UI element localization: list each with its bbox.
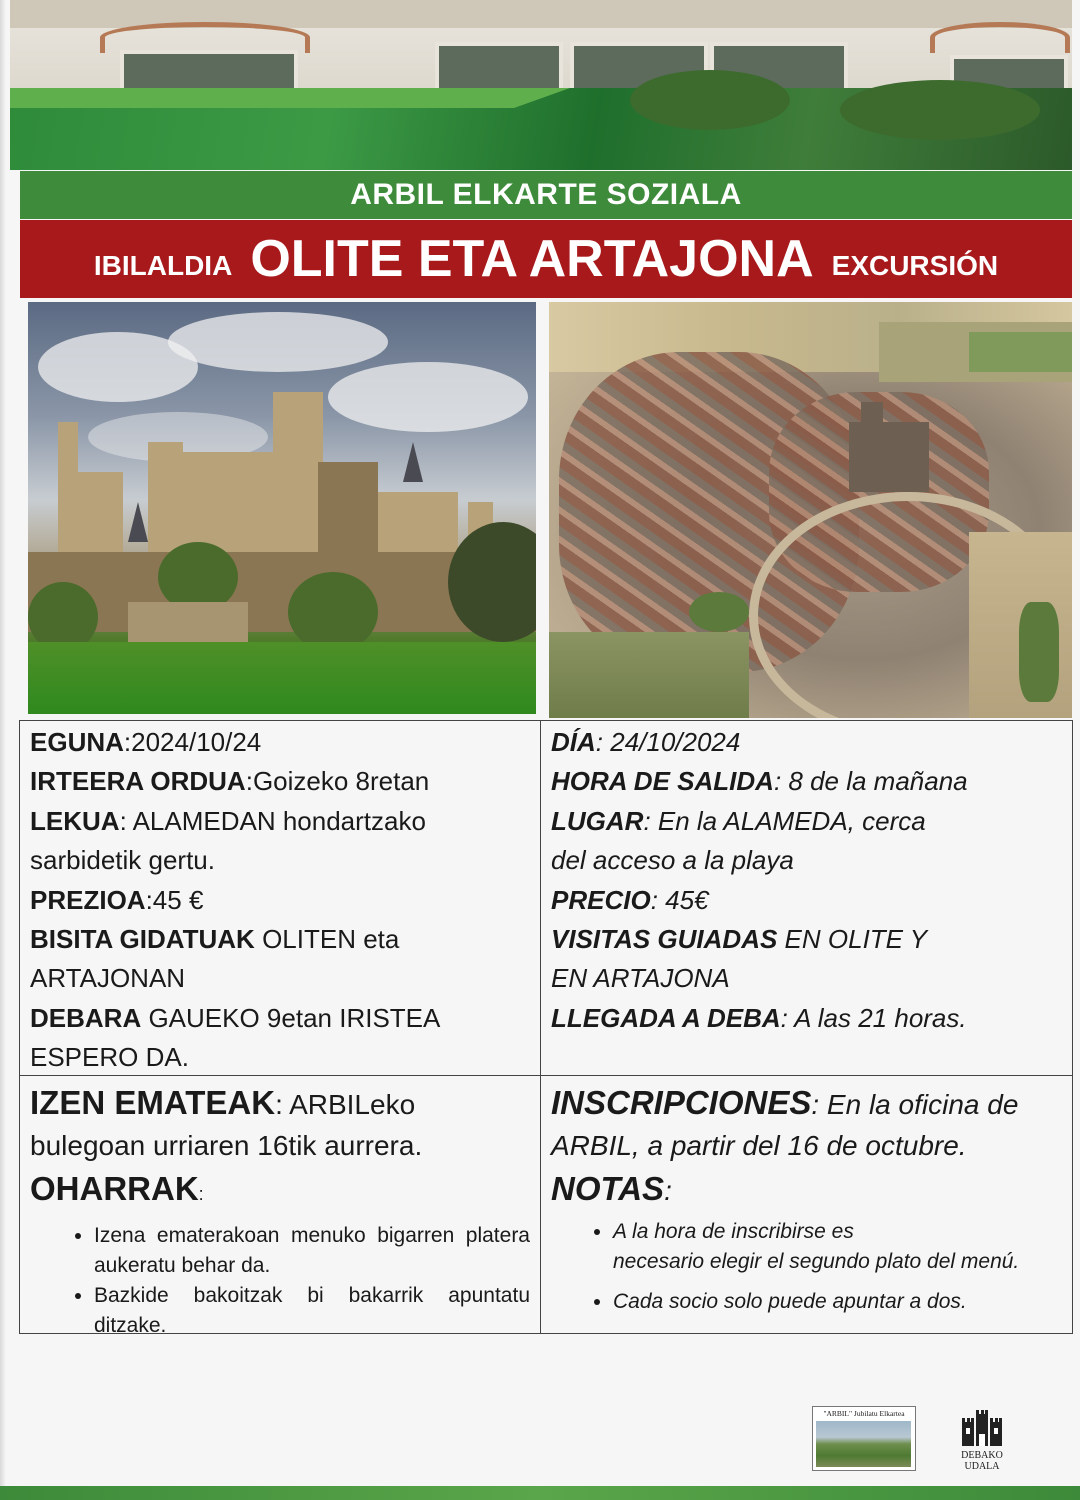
artajona-aerial-photo bbox=[549, 302, 1072, 718]
visitas-label: VISITAS GUIADAS bbox=[551, 924, 778, 955]
page-edge bbox=[0, 0, 6, 1500]
notas-list bbox=[551, 1217, 1066, 1317]
trip-details-basque bbox=[30, 723, 440, 1078]
arrival-value-cont: ESPERO DA. bbox=[30, 1042, 189, 1073]
guided-visits-label: BISITA GIDATUAK bbox=[30, 924, 255, 955]
hora-value: : 8 de la mañana bbox=[773, 766, 968, 797]
arrival-value: GAUEKO 9etan IRISTEA bbox=[141, 1002, 441, 1033]
lugar-value: : En la ALAMEDA, cerca bbox=[643, 805, 926, 836]
precio-value: : 45€ bbox=[650, 884, 709, 915]
departure-value: :Goizeko 8retan bbox=[245, 766, 430, 797]
registration-text: : ARBILeko bbox=[275, 1089, 416, 1120]
arbil-logo bbox=[812, 1406, 916, 1471]
notes-colon: : bbox=[198, 1184, 204, 1204]
price-value: :45 € bbox=[145, 884, 204, 915]
nota-1-line-2: necesario elegir el segundo plato del menú. bbox=[613, 1250, 1020, 1273]
registration-spanish bbox=[551, 1082, 1066, 1317]
precio-label: PRECIO bbox=[551, 884, 651, 915]
place-label: LEKUA bbox=[30, 805, 120, 836]
place-value-cont: sarbidetik gertu. bbox=[30, 845, 215, 876]
place-value: : ALAMEDAN hondartzako bbox=[119, 805, 426, 836]
lugar-label: LUGAR bbox=[551, 805, 644, 836]
registration-text-cont: bulegoan urriaren 16tik aurrera. bbox=[30, 1130, 423, 1161]
arbil-logo-caption: "ARBIL" Jubilatu Elkartea bbox=[823, 1409, 905, 1418]
visitas-value-cont: EN ARTAJONA bbox=[551, 963, 730, 994]
organization-name: ARBIL ELKARTE SOZIALA bbox=[350, 178, 742, 211]
olite-castle-photo bbox=[28, 302, 536, 714]
excursion-title-banner bbox=[20, 220, 1072, 298]
arrival-label: DEBARA bbox=[30, 1002, 142, 1033]
deba-council-logo bbox=[944, 1408, 1020, 1472]
notes-list bbox=[30, 1221, 530, 1341]
table-divider-vertical bbox=[540, 720, 541, 1334]
footer-bar bbox=[0, 1486, 1080, 1500]
dia-value: : 24/10/2024 bbox=[595, 727, 741, 757]
hora-label: HORA DE SALIDA bbox=[551, 766, 774, 797]
note-item: • Bazkide bakoitzak bi bakarrik apuntatu ditzake. bbox=[94, 1281, 530, 1341]
visitas-value: EN OLITE Y bbox=[777, 924, 928, 955]
excursion-title: OLITE ETA ARTAJONA bbox=[250, 230, 814, 288]
nota-item: • Cada socio solo puede apuntar a dos. bbox=[613, 1287, 1066, 1317]
notas-colon: : bbox=[664, 1175, 672, 1206]
title-prefix: IBILALDIA bbox=[93, 250, 233, 281]
organization-banner bbox=[20, 171, 1072, 219]
guided-visits-value-cont: ARTAJONAN bbox=[30, 963, 186, 994]
date-value: :2024/10/24 bbox=[123, 727, 262, 757]
registration-basque bbox=[30, 1082, 530, 1341]
registration-label: IZEN EMATEAK bbox=[30, 1084, 276, 1121]
notes-title: OHARRAK bbox=[30, 1170, 199, 1207]
title-suffix: EXCURSIÓN bbox=[831, 250, 999, 281]
inscripciones-label: INSCRIPCIONES bbox=[551, 1084, 812, 1121]
nota-1-line-1: A la hora de inscribirse es bbox=[613, 1220, 854, 1243]
lugar-value-cont: del acceso a la playa bbox=[551, 845, 794, 876]
llegada-label: LLEGADA A DEBA bbox=[551, 1002, 781, 1033]
inscripciones-text-cont: ARBIL, a partir del 16 de octubre. bbox=[551, 1130, 967, 1161]
inscripciones-text: : En la oficina de bbox=[811, 1089, 1019, 1120]
note-item: • Izena ematerakoan menuko bigarren platera aukeratu behar da. bbox=[94, 1221, 530, 1281]
llegada-value: : A las 21 horas. bbox=[780, 1002, 967, 1033]
nota-item bbox=[613, 1217, 1066, 1277]
dia-label: DÍA bbox=[551, 727, 596, 757]
castle-emblem-icon bbox=[959, 1408, 1005, 1448]
departure-label: IRTEERA ORDUA bbox=[30, 766, 246, 797]
header-building-photo bbox=[10, 0, 1072, 170]
price-label: PREZIOA bbox=[30, 884, 146, 915]
notas-title: NOTAS bbox=[551, 1170, 665, 1207]
guided-visits-value: OLITEN eta bbox=[254, 924, 400, 955]
date-label: EGUNA bbox=[30, 727, 124, 757]
deba-logo-caption: DEBAKO UDALA bbox=[961, 1450, 1003, 1472]
trip-details-spanish bbox=[551, 723, 968, 1038]
